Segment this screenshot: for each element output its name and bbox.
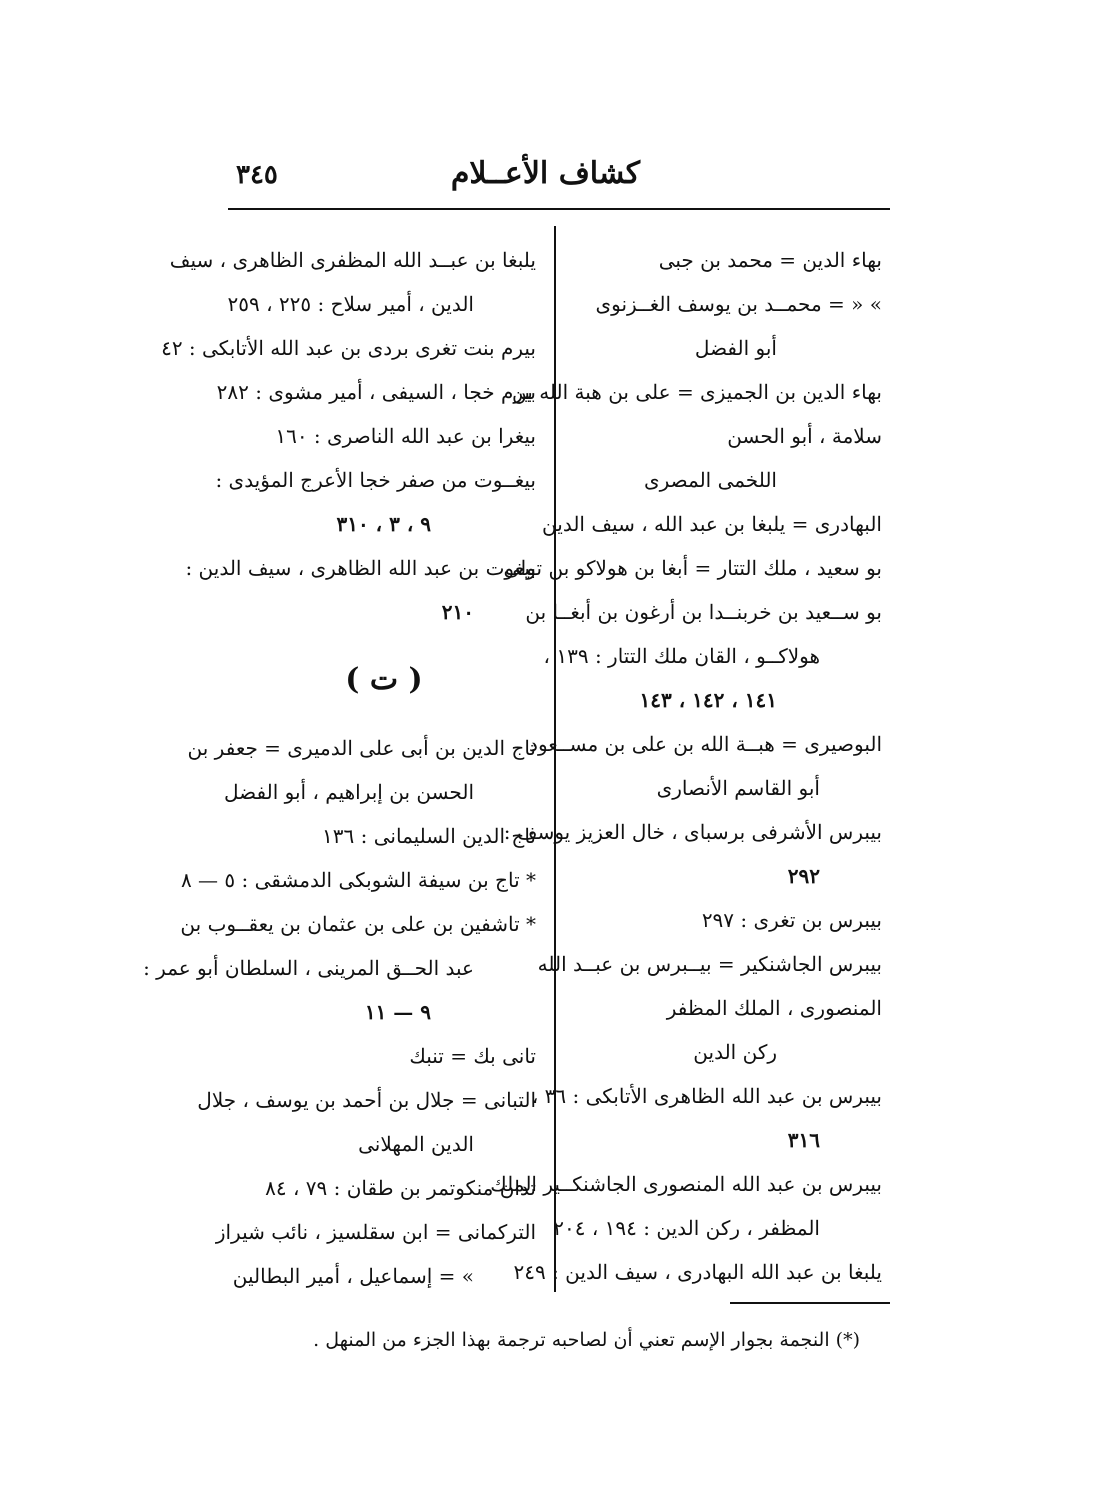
index-entry [197,1078,536,1166]
entry-line: بيبرس بن تغرى : ٢٩٧ [701,908,882,932]
entry-line: ٢١٠ [441,600,474,624]
index-entry [513,1250,882,1294]
entry-line: ٢٩٢ [787,864,820,888]
entry-line: بيرم بنت تغرى بردى بن عبد الله الأتابكى : ٤٢ [161,336,536,360]
index-entry [576,898,882,942]
index-entry [576,282,882,370]
index-entry [216,370,536,414]
index-entry [187,726,536,814]
entry-line: المظفر ، ركن الدين : ١٩٤ ، ٢٠٤ [553,1216,820,1240]
entry-line: بيرم خجا ، السيفى ، أمير مشوى : ٢٨٢ [216,380,536,404]
index-column-right [490,238,882,1294]
index-entry [232,1034,536,1078]
entry-line: » « = محمــد بن يوسف الغــزنوى [595,292,882,316]
running-title: كشاف الأعــلام [450,156,640,191]
entry-line: بيبرس الجاشنكير = بيــبرس بن عبــد الله [537,952,882,976]
entry-line: ٩ ، ٣ ، ٣١٠ [336,512,431,536]
index-entry [529,722,882,810]
entry-line: سلامة ، أبو الحسن [727,424,882,448]
entry-line: * تاج بن سيفة الشوبكى الدمشقى : ٥ — ٨ [180,868,536,892]
index-entry [490,1162,882,1250]
page-header [228,150,890,206]
index-entry [512,370,882,502]
entry-line: الدين ، أمير سلاح : ٢٢٥ ، ٢٥٩ [227,292,474,316]
entry-line: بيبرس بن عبد الله المنصورى الجاشنكــير الملك [490,1172,882,1196]
index-entry [185,546,536,634]
index-entry [525,590,882,722]
entry-line: بو سعيد ، ملك التتار = أبغا بن هولاكو بن تولى [503,556,882,580]
entry-line: الدين المهلانى [358,1132,474,1156]
entry-line: تدان منكوتمر بن طقان : ٧٩ ، ٨٤ [265,1176,536,1200]
index-entry [232,414,536,458]
entry-line: بيغوت بن عبد الله الظاهرى ، سيف الدين : [185,556,536,580]
entry-line: بيغــوت من صفر خجا الأعرج المؤيدى : [215,468,536,492]
entry-line: أبو الفضل [694,336,777,360]
entry-line: بيبرس الأشرفى برسباى ، خال العزيز يوسف : [503,820,882,844]
index-entry [232,814,536,858]
index-entry [161,326,536,370]
index-column-left [143,238,536,1298]
index-entry [215,458,536,546]
entry-line: تاج الدين السليمانى : ١٣٦ [322,824,536,848]
index-entry [503,546,882,590]
footnote: (*) النجمة بجوار الإسم تعني أن لصاحبه ترجمة بهذا الجزء من المنهل . [313,1329,860,1351]
index-entry [215,1210,536,1254]
entry-line: هولاكــو ، القان ملك التتار : ١٣٩ ، [543,644,820,668]
footnote-rule [730,1302,890,1304]
section-letter: ( ت ) [345,662,423,697]
entry-line: بيبرس بن عبد الله الظاهرى الأتابكى : ٣٦ ، [531,1084,882,1108]
index-entry [537,942,882,1074]
entry-line: تانى بك = تنبك [409,1044,536,1068]
entry-line: ركن الدين [693,1040,777,1064]
entry-line: التبانى = جلال بن أحمد بن يوسف ، جلال [197,1088,536,1112]
index-entry [143,902,536,1034]
entry-line: عبد الحــق المرينى ، السلطان أبو عمر : [143,956,474,980]
index-entry [232,1166,536,1210]
header-rule [228,208,890,210]
entry-line: التركمانى = ابن سقلسيز ، نائب شيراز [215,1220,536,1244]
entry-line: بهاء الدين = محمد بن جبى [658,248,882,272]
index-entry [542,502,882,546]
entry-line: بو ســعيد بن خربنــدا بن أرغون بن أبغــا بن [525,600,882,624]
entry-line: » = إسماعيل ، أمير البطالين [232,1264,474,1288]
entry-line: بهاء الدين بن الجميزى = على بن هبة الله بن [512,380,882,404]
entry-line: ١٤١ ، ١٤٢ ، ١٤٣ [639,688,777,712]
index-entry [169,238,536,326]
entry-line: يلبغا بن عبــد الله المظفرى الظاهرى ، سيف [169,248,536,272]
entry-line: * تاشفين بن على بن عثمان بن يعقــوب بن [180,912,536,936]
entry-line: ٣١٦ [787,1128,820,1152]
entry-line: أبو القاسم الأنصارى [656,776,820,800]
index-entry [232,1254,536,1298]
entry-line: البوصيرى = هبــة الله بن على بن مســعود [529,732,882,756]
index-entry [503,810,882,898]
page-number: ٣٤٥ [236,160,278,190]
index-entry [531,1074,882,1162]
entry-line: المنصورى ، الملك المظفر [666,996,882,1020]
entry-line: تاج الدين بن أبى على الدميرى = جعفر بن [187,736,536,760]
index-entry [180,858,536,902]
entry-line: اللخمى المصرى [643,468,777,492]
index-entry [576,238,882,282]
entry-line: الحسن بن إبراهيم ، أبو الفضل [224,780,474,804]
entry-line: بيغرا بن عبد الله الناصرى : ١٦٠ [275,424,536,448]
entry-line: البهادرى = يلبغا بن عبد الله ، سيف الدين [542,512,882,536]
entry-line: ٩ — ١١ [364,1000,431,1024]
entry-line: يلبغا بن عبد الله البهادرى ، سيف الدين : ٢٤٩ [513,1260,882,1284]
